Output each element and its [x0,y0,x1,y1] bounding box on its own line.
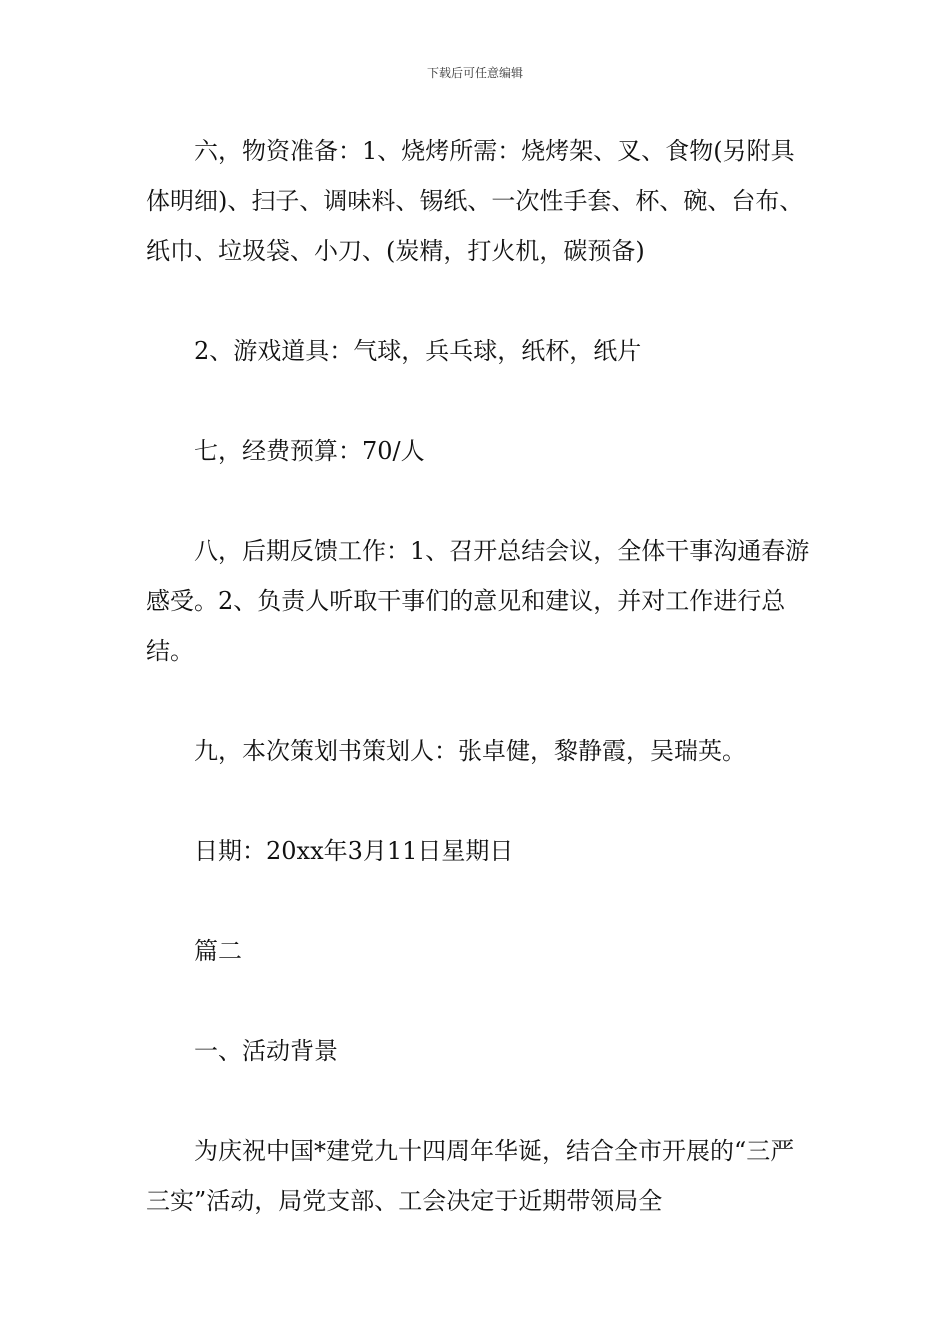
paragraph-background: 为庆祝中国*建党九十四周年华诞，结合全市开展的“三严三实”活动，局党支部、工会决定于近期带领局全 [146,1137,795,1215]
section-heading-part-two: 篇二 [194,937,242,965]
section-heading-background: 一、活动背景 [194,1037,338,1065]
paragraph-date: 日期：20xx年3月11日星期日 [194,837,514,865]
paragraph-planners: 九，本次策划书策划人：张卓健，黎静霞，吴瑞英。 [194,737,746,765]
paragraph-supplies: 六，物资准备：1、烧烤所需：烧烤架、叉、食物(另附具体明细)、扫子、调味料、锡纸、一次性手套、杯、碗、台布、纸巾、垃圾袋、小刀、(炭精，打火机，碳预备) [146,137,804,265]
paragraph-feedback: 八，后期反馈工作：1、召开总结会议，全体干事沟通春游感受。2、负责人听取干事们的意见和建议，并对工作进行总结。 [146,537,810,665]
header-note: 下载后可任意编辑 [426,66,523,80]
document-body [146,126,818,1226]
paragraph-game-props: 2、游戏道具：气球，兵乓球，纸杯，纸片 [194,337,642,365]
paragraph-budget: 七，经费预算：70/人 [194,437,425,465]
